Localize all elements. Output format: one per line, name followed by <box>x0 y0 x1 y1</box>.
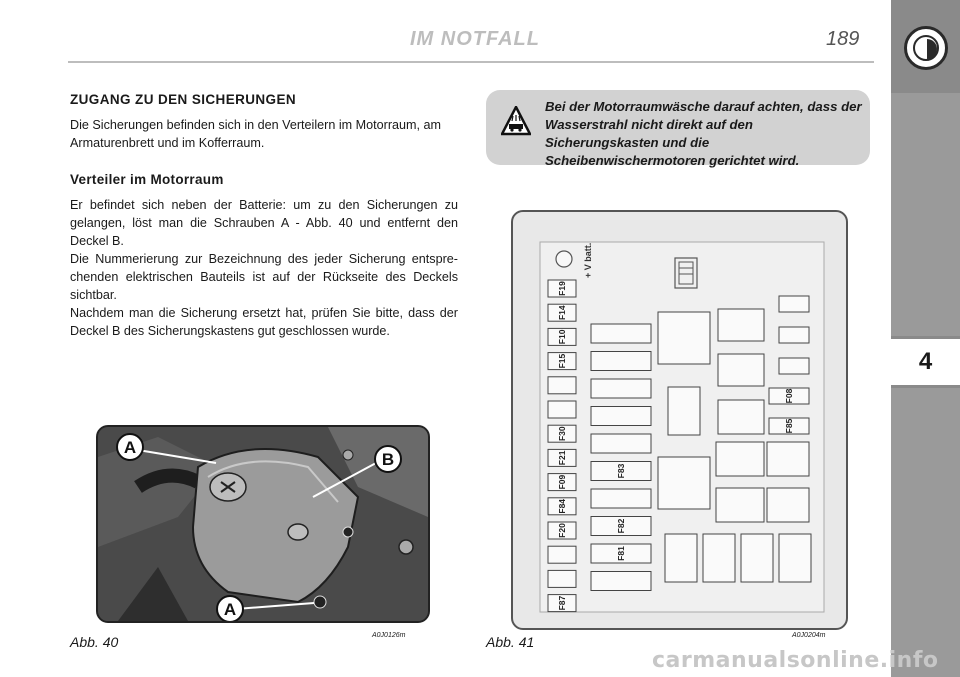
instruction-line: Er befindet sich neben der Batterie: um zu den Sicherungen zu gelangen, löst man die Schrauben A - Abb. 40 und entfernt den Deckel B. <box>70 198 458 248</box>
fuse-mid-8 <box>591 544 651 563</box>
fuse-layout-drawing <box>513 212 846 628</box>
relay-large-1 <box>658 312 710 364</box>
fuse-right-1 <box>769 418 809 434</box>
label-a-bottom: A <box>223 600 237 619</box>
instructions-paragraph <box>70 196 458 340</box>
fuse-label: F87 <box>557 595 567 611</box>
fuse-mid-0 <box>591 324 651 343</box>
fuse-label: F84 <box>557 498 567 514</box>
relay-10 <box>767 488 809 522</box>
fuse-mid-3 <box>591 407 651 426</box>
fuse-label: F83 <box>616 463 626 479</box>
fuse-left-10 <box>548 522 576 539</box>
intro-paragraph: Die Sicherungen befinden sich in den Verteilern im Motorraum, am Armaturenbrett und im Kofferraum. <box>70 118 442 150</box>
relay-bottom-0 <box>665 534 697 582</box>
fuse-left-11 <box>548 546 576 563</box>
figure-40-illustration <box>96 425 430 623</box>
relay-large-3 <box>658 457 710 509</box>
vbatt-label: + V batt. <box>583 242 593 278</box>
page-number: 189 <box>826 28 860 50</box>
fuse-label: F08 <box>784 388 794 404</box>
fuse-label: F14 <box>557 305 567 321</box>
fuse-mid-9 <box>591 572 651 591</box>
relay-small-2 <box>668 387 700 435</box>
warning-box <box>486 90 870 168</box>
relay-7 <box>716 442 764 476</box>
fuse-left-1 <box>548 304 576 321</box>
fuse-label: F20 <box>557 523 567 538</box>
fuse-right-b <box>779 327 809 343</box>
relay-6 <box>718 400 764 434</box>
warning-text: Bei der Motorraumwäsche darauf achten, dass der Wasserstrahl nicht direkt auf den Sicherungskasten und die Scheibenwischermotoren gerichtet wird. <box>545 99 862 168</box>
fuse-label: F15 <box>557 353 567 369</box>
fuse-label: F30 <box>557 426 567 442</box>
fuse-right-c <box>779 358 809 374</box>
alfa-romeo-logo-icon <box>904 26 948 70</box>
chapter-title: IM NOTFALL <box>410 28 540 50</box>
section-heading: ZUGANG ZU DEN SICHERUNGEN <box>70 92 297 107</box>
fuse-mid-4 <box>591 434 651 453</box>
fuse-left-2 <box>548 328 576 345</box>
fuse-label: F81 <box>616 546 626 561</box>
figure-41-caption: Abb. 41 <box>486 634 535 650</box>
fuse-right-0 <box>769 388 809 404</box>
fuse-left-0 <box>548 280 576 297</box>
instruction-line: Die Nummerierung zur Bezeichnung des jeder Sicherung entspre-chenden elektrischen Bauteils ist auf der Rückseite des Deckels sichtbar. <box>70 252 458 302</box>
fuse-left-7 <box>548 449 576 466</box>
fuse-left-6 <box>548 425 576 442</box>
fuse-mid-7 <box>591 517 651 536</box>
fuse-mid-1 <box>591 352 651 371</box>
fuse-label: F19 <box>557 281 567 296</box>
fuse-mid-2 <box>591 379 651 398</box>
subsection-heading: Verteiler im Motorraum <box>70 172 224 187</box>
relay-4 <box>718 309 764 341</box>
fuse-label: F82 <box>616 518 626 534</box>
battery-terminal <box>556 251 572 267</box>
fuse-left-4 <box>548 377 576 394</box>
fuse-left-9 <box>548 498 576 515</box>
fuse-left-8 <box>548 474 576 491</box>
header-rule <box>68 61 874 63</box>
figure-40-ref: A0J0126m <box>372 632 406 639</box>
figure-41-ref: A0J0204m <box>792 632 826 639</box>
figure-41-fuse-diagram <box>511 210 848 630</box>
watermark: carmanualsonline.info <box>652 648 939 673</box>
instruction-line: Nachdem man die Sicherung ersetzt hat, prüfen Sie bitte, dass der Deckel B des Sicherungskastens gut geschlossen wurde. <box>70 306 458 338</box>
fuse-label: F09 <box>557 474 567 490</box>
relay-9 <box>767 442 809 476</box>
fuse-right-a <box>779 296 809 312</box>
relay-5 <box>718 354 764 386</box>
label-b: B <box>381 450 395 469</box>
fuse-left-12 <box>548 570 576 587</box>
relay-bottom-1 <box>703 534 735 582</box>
fuse-box-cover-drawing <box>98 427 428 621</box>
relay-bottom-3 <box>779 534 811 582</box>
fuse-label: F85 <box>784 418 794 434</box>
label-a-top: A <box>123 438 137 457</box>
chapter-tab[interactable]: 4 <box>891 336 960 388</box>
fuse-mid-5 <box>591 462 651 481</box>
fuse-left-13 <box>548 595 576 612</box>
fuse-left-3 <box>548 353 576 370</box>
car-wash-warning-icon <box>501 106 531 136</box>
relay-8 <box>716 488 764 522</box>
fuse-left-5 <box>548 401 576 418</box>
relay-bottom-2 <box>741 534 773 582</box>
fuse-label: F10 <box>557 329 567 345</box>
fuse-label: F21 <box>557 450 567 466</box>
fuse-mid-6 <box>591 489 651 508</box>
figure-40-caption: Abb. 40 <box>70 634 119 650</box>
